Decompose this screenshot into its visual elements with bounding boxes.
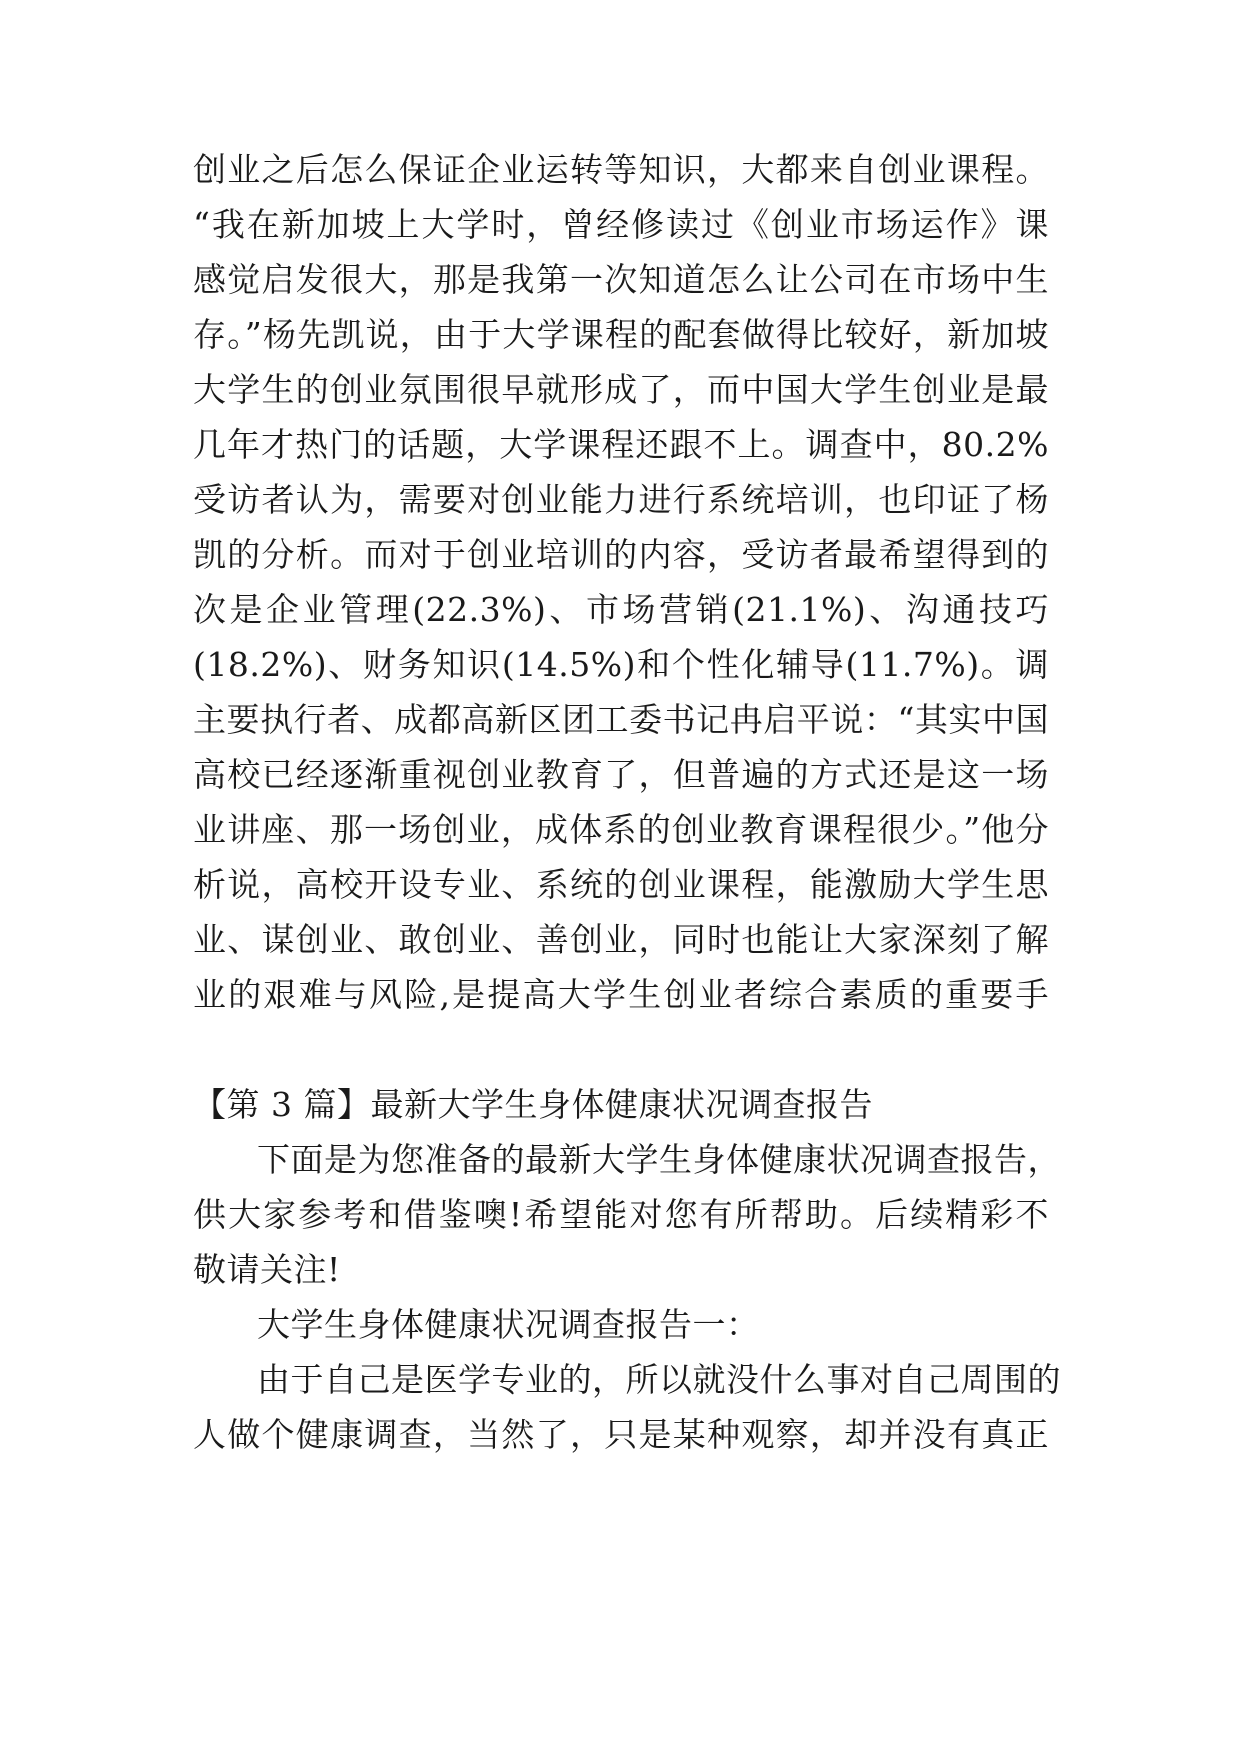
subheading: 大学生身体健康状况调查报告一： <box>257 1305 760 1344</box>
body-text-line: 受访者认为，需要对创业能力进行系统培训，也印证了杨 <box>193 480 1049 519</box>
body-text-line: 次是企业管理(22.3%)、市场营销(21.1%)、沟通技巧 <box>193 590 1049 629</box>
body-text-line: 几年才热门的话题，大学课程还跟不上。调查中，80.2% <box>193 425 1049 464</box>
body-text-line: 大学生的创业氛围很早就形成了，而中国大学生创业是最 <box>193 370 1049 409</box>
body-text-line: (18.2%)、财务知识(14.5%)和个性化辅导(11.7%)。调 <box>193 645 1049 684</box>
body-text-line: 人做个健康调查，当然了，只是某种观察，却并没有真正 <box>193 1415 1049 1454</box>
body-text-line: 凯的分析。而对于创业培训的内容，受访者最希望得到的 <box>193 535 1049 574</box>
body-text-line: 高校已经逐渐重视创业教育了，但普遍的方式还是这一场 <box>193 755 1049 794</box>
body-text-line: 下面是为您准备的最新大学生身体健康状况调查报告， <box>257 1140 1061 1179</box>
section-heading: 【第 3 篇】最新大学生身体健康状况调查报告 <box>193 1085 873 1124</box>
body-text-line: 业、谋创业、敢创业、善创业，同时也能让大家深刻了解 <box>193 920 1049 959</box>
body-text-line: 析说，高校开设专业、系统的创业课程，能激励大学生思 <box>193 865 1049 904</box>
body-text-line: 供大家参考和借鉴噢!希望能对您有所帮助。后续精彩不 <box>193 1195 1049 1234</box>
body-text-line: 业的艰难与风险,是提高大学生创业者综合素质的重要手 <box>193 975 1049 1014</box>
body-text-line: 创业之后怎么保证企业运转等知识，大都来自创业课程。 <box>193 150 1049 189</box>
body-text-line: 由于自己是医学专业的，所以就没什么事对自己周围的 <box>257 1360 1061 1399</box>
body-text-line: 感觉启发很大，那是我第一次知道怎么让公司在市场中生 <box>193 260 1049 299</box>
body-text-line: 主要执行者、成都高新区团工委书记冉启平说：“其实中国 <box>193 700 1049 739</box>
body-text-line: 业讲座、那一场创业，成体系的创业教育课程很少。”他分 <box>193 810 1049 849</box>
body-text-line: 存。”杨先凯说，由于大学课程的配套做得比较好，新加坡 <box>193 315 1049 354</box>
body-text-line: “我在新加坡上大学时，曾经修读过《创业市场运作》课 <box>193 205 1049 244</box>
body-text-line: 敬请关注! <box>193 1250 341 1289</box>
